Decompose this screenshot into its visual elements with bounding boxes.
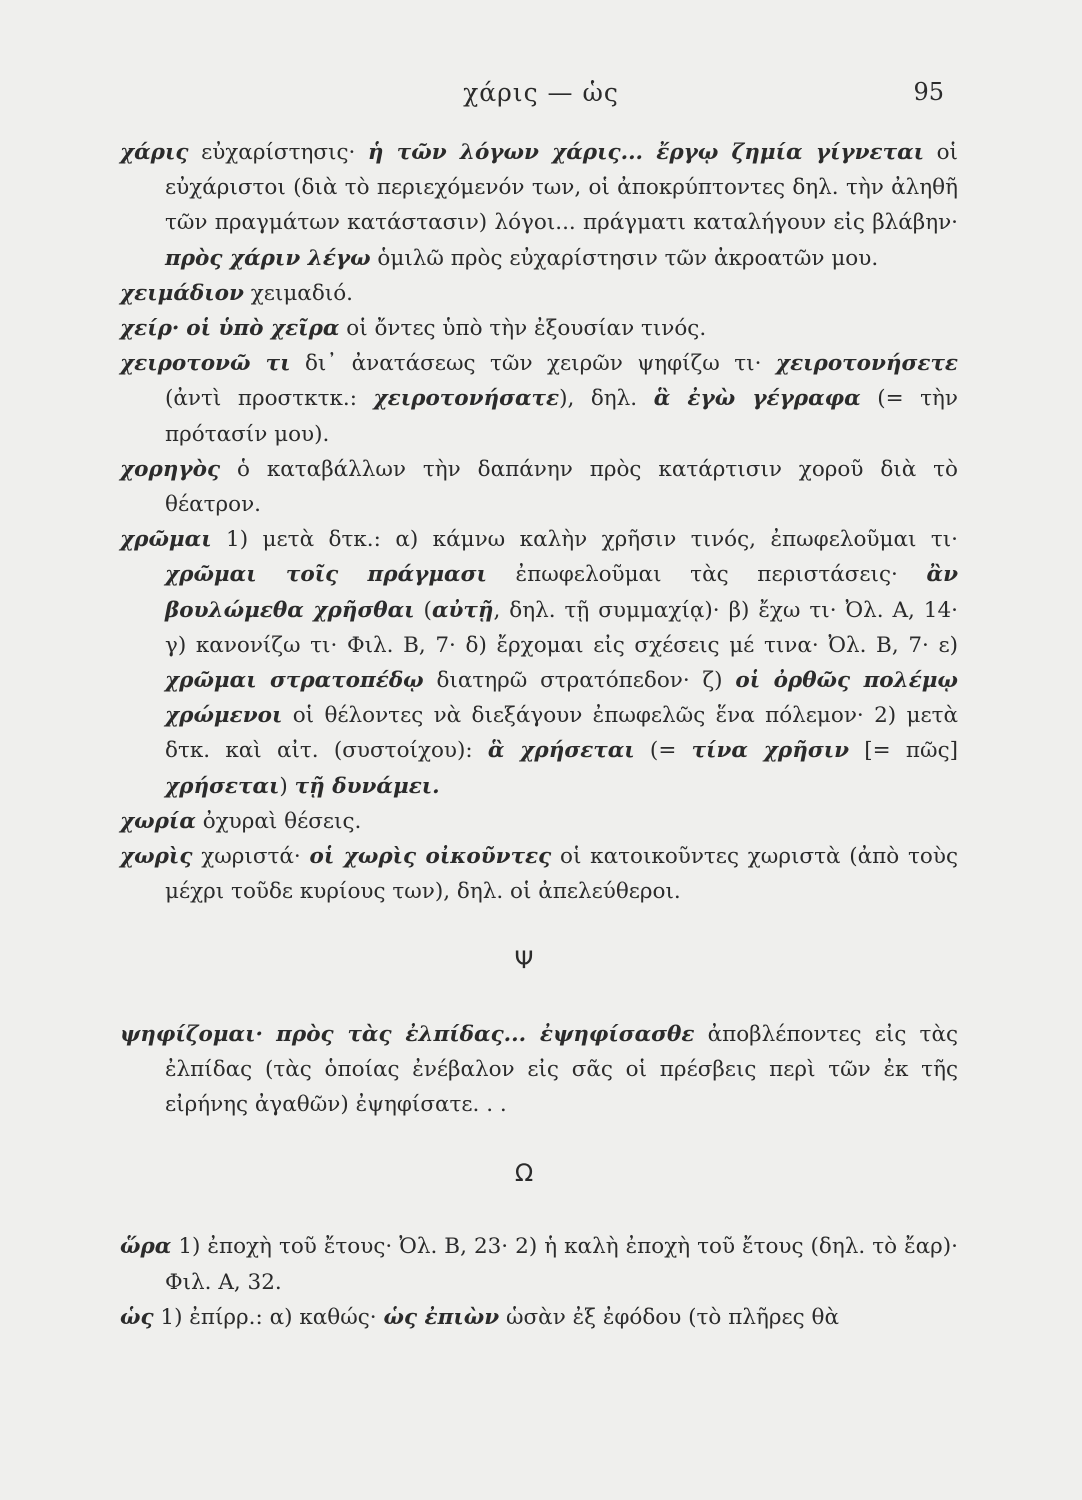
definition-text: οἱ κατοικοῦντες χωριστὰ (ἀπὸ τοὺς μέχρι τοῦδε κυρίους των), δηλ. οἱ ἀπελεύθεροι. (165, 844, 958, 905)
glossary-entry (120, 804, 958, 839)
definition-text: , δηλ. τῇ συμμαχίᾳ)· β) ἔχω τι· Ὀλ. Α, 14· γ) κανονίζω τι· Φιλ. Β, 7· δ) ἔρχομαι εἰς σχέσεις μέ τινα· Ὀλ. Β, 7· ε) (165, 597, 958, 658)
entry-headword: χρῶμαι (120, 527, 212, 553)
definition-text: 1) μετὰ δτκ.: α) κάμνω καλὴν χρῆσιν τινός, ἐπωφελοῦμαι τι· (211, 527, 958, 553)
glossary-entry (120, 839, 958, 909)
quoted-phrase: πρὸς τὰς ἐλπίδας... ἐψηφίσασθε (276, 1021, 695, 1047)
definition-text: 1) ἐποχὴ τοῦ ἔτους· Ὀλ. Β, 23· 2) ἡ καλὴ ἐποχὴ τοῦ ἔτους (δηλ. τὸ ἔαρ)· Φιλ. Α, 32. (165, 1234, 958, 1295)
quoted-phrase: ἃ χρήσεται (487, 738, 635, 764)
definition-text: χειμαδιό. (243, 280, 353, 306)
definition-text: 1) ἐπίρρ.: α) καθώς· (153, 1304, 384, 1330)
definition-text: (= (634, 738, 692, 764)
entry-headword: χειμάδιον (120, 280, 244, 306)
entry-headword: χάρις (120, 140, 189, 165)
definition-text: (= τὴν πρότασίν μου). (165, 386, 958, 447)
page-number: 95 (913, 78, 944, 106)
entry-headword: ὥρα (120, 1234, 172, 1260)
entry-headword: ψηφίζομαι· (120, 1021, 263, 1047)
quoted-phrase: χειροτονήσετε (775, 351, 958, 377)
definition-text: ), δηλ. (559, 386, 654, 412)
quoted-phrase: τίνα χρῆσιν (691, 738, 850, 764)
quoted-phrase: οἱ χωρὶς οἰκοῦντες (309, 844, 552, 870)
definition-text: ὁμιλῶ πρὸς εὐχαρίστησιν τῶν ἀκροατῶν μου. (370, 245, 879, 271)
definition-text: οἱ ὄντες ὑπὸ τὴν ἐξουσίαν τινός. (339, 316, 707, 342)
entry-headword: χωρὶς (120, 844, 193, 870)
section-letter-psi: Ψ (514, 946, 534, 975)
glossary-entry (120, 311, 958, 346)
definition-text: ὡσὰν ἐξ ἐφόδου (τὸ πλῆρες θὰ (499, 1304, 839, 1330)
definition-text: ἀποβλέποντες εἰς τὰς ἐλπίδας (τὰς ὁποίας ἐνέβαλον εἰς σᾶς οἱ πρέσβεις περὶ τῶν ἐκ τῆς εἰρήνης ἀγαθῶν) ἐψηφίσατε. . . (165, 1021, 959, 1118)
quoted-phrase: πρὸς χάριν λέγω (165, 245, 371, 271)
definition-text: ὁ καταβάλλων τὴν δαπάνην πρὸς κατάρτισιν χοροῦ διὰ τὸ θέατρον. (165, 456, 958, 518)
entry-headword: χειροτονῶ τι (120, 351, 291, 377)
definition-text (263, 1022, 276, 1047)
entry-headword: ὡς (120, 1304, 154, 1330)
entry-headword: χείρ· (120, 316, 180, 342)
definition-text: εὐχαρίστησις· (188, 140, 368, 165)
quoted-phrase: χρῶμαι τοῖς πράγμασι (165, 562, 487, 588)
quoted-phrase: χρήσεται (165, 773, 280, 799)
quoted-phrase: ἡ τῶν λόγων χάρις... ἔργῳ ζημία γίγνεται (367, 140, 925, 165)
quoted-phrase: τῇ δυνάμει. (294, 773, 440, 799)
entry-headword: χορηγὸς (120, 456, 221, 482)
quoted-phrase: ἃ ἐγὼ γέγραφα (653, 386, 861, 412)
entry-headword: χωρία (120, 808, 196, 834)
glossary-entry (120, 1229, 958, 1299)
definition-text: διατηρῶ στρατόπεδον· ζ) (423, 668, 736, 694)
entries-omega (120, 1229, 958, 1335)
definition-text: χωριστά· (192, 844, 310, 870)
glossary-entry (120, 1017, 958, 1123)
definition-text: ( (414, 597, 432, 623)
glossary-body (120, 135, 958, 1335)
definition-text: ἐπωφελοῦμαι τὰς περιστάσεις· (486, 562, 927, 588)
quoted-phrase: χειροτονήσατε (373, 386, 560, 412)
glossary-entry (120, 346, 958, 452)
definition-text: δι᾽ ἀνατάσεως τῶν χειρῶν ψηφίζω τι· (290, 351, 776, 377)
definition-text: (ἀντὶ προστκτκ.: (165, 386, 374, 412)
running-title: χάρις — ὡς (463, 78, 619, 107)
quoted-phrase: οἱ ὀρθῶς πολέμῳ χρώμενοι (165, 668, 958, 729)
glossary-entry (120, 276, 958, 311)
quoted-phrase: χρῶμαι στρατοπέδῳ (165, 668, 424, 694)
definition-text: οἱ εὐχάριστοι (διὰ τὸ περιεχόμενόν των, οἱ ἀποκρύπτοντες δηλ. τὴν ἀληθῆ τῶν πραγμάτων κατάστασιν) λόγοι... πράγματι καταλήγουν εἰς βλάβην· (165, 140, 958, 236)
quoted-phrase: ἂν βουλώμεθα χρῆσθαι (165, 562, 959, 623)
running-header (0, 74, 1082, 114)
entries-psi (120, 1017, 958, 1123)
quoted-phrase: οἱ ὑπὸ χεῖρα (186, 316, 340, 342)
section-letter-omega: Ω (514, 1159, 534, 1188)
quoted-phrase: αὐτῇ (431, 597, 494, 623)
definition-text: ὀχυραὶ θέσεις. (195, 808, 362, 834)
glossary-entry (120, 452, 958, 522)
definition-text: [= πῶς] (849, 738, 959, 764)
glossary-entry (120, 522, 958, 804)
glossary-entry (120, 135, 958, 276)
definition-text: οἱ θέλοντες νὰ διεξάγουν ἐπωφελῶς ἕνα πόλεμον· 2) μετὰ δτκ. καὶ αἰτ. (συστοίχου): (165, 703, 958, 764)
definition-text: ) (279, 773, 295, 799)
glossary-entry (120, 1300, 958, 1335)
quoted-phrase: ὡς ἐπιὼν (383, 1304, 500, 1330)
entries-chi (120, 135, 958, 909)
